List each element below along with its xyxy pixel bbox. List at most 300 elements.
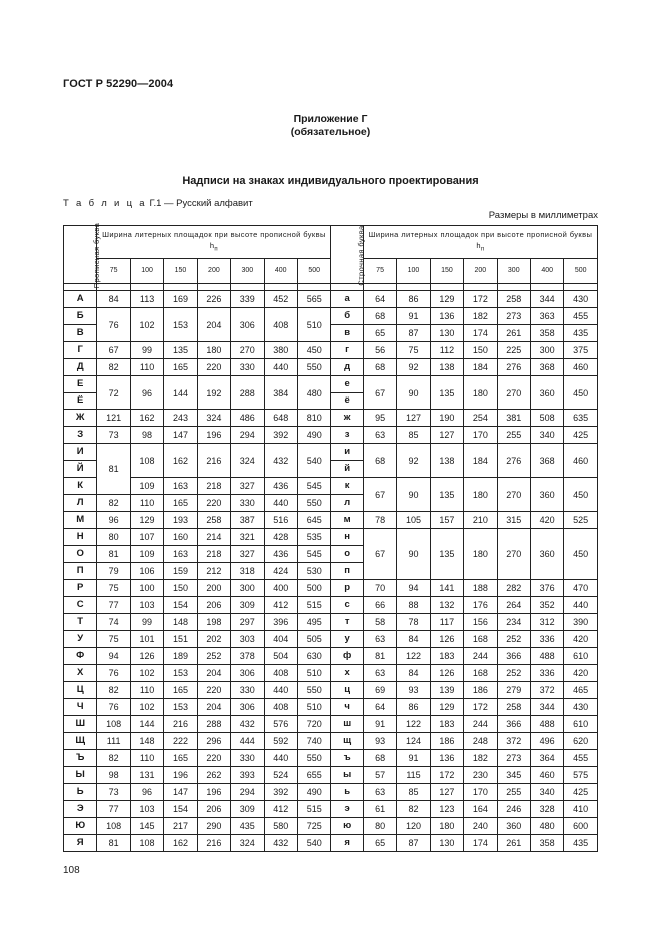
upper-letter: Ц [64,682,97,699]
lower-value: 135 [430,478,463,512]
lower-value: 141 [430,580,463,597]
upper-value: 592 [264,733,297,750]
lower-value: 190 [430,410,463,427]
upper-letter: У [64,631,97,648]
lower-value: 66 [363,597,396,614]
upper-value: 202 [197,631,230,648]
upper-value: 108 [130,444,163,478]
upper-letter: Л [64,495,97,512]
upper-value: 216 [164,716,197,733]
upper-value: 648 [264,410,297,427]
upper-value: 327 [231,546,264,563]
lower-letter: о [331,546,363,563]
lower-letter: а [331,291,363,308]
lower-value: 455 [564,308,598,325]
upper-letter: Р [64,580,97,597]
lower-value: 120 [397,818,430,835]
upper-value: 110 [130,682,163,699]
upper-letter: Ш [64,716,97,733]
lower-value: 455 [564,750,598,767]
lower-value: 84 [397,631,430,648]
lower-value: 255 [497,427,530,444]
lower-value: 372 [497,733,530,750]
lower-value: 93 [397,682,430,699]
upper-letter: Г [64,342,97,359]
upper-value: 126 [130,648,163,665]
lower-value: 252 [497,631,530,648]
lower-letter: й [331,461,363,478]
lower-value: 139 [430,682,463,699]
lower-value: 168 [464,665,497,682]
upper-letter: Э [64,801,97,818]
lower-value: 127 [430,427,463,444]
upper-value: 81 [97,444,130,495]
lower-value: 122 [397,648,430,665]
lower-letter: б [331,308,363,325]
lower-value: 135 [430,376,463,410]
lower-value: 70 [363,580,396,597]
lower-value: 244 [464,648,497,665]
upper-value: 147 [164,784,197,801]
lower-value: 63 [363,784,396,801]
table-row [64,512,598,529]
upper-value: 212 [197,563,230,580]
lower-value: 81 [363,648,396,665]
lower-value: 91 [397,308,430,325]
lower-value: 87 [397,835,430,852]
upper-value: 440 [264,750,297,767]
table-row [64,427,598,444]
upper-value: 324 [231,444,264,478]
upper-value: 206 [197,801,230,818]
upper-value: 74 [97,614,130,631]
lower-letter: п [331,563,363,580]
lower-letter: ъ [331,750,363,767]
table-row [64,699,598,716]
upper-value: 392 [264,784,297,801]
lower-value: 368 [530,444,563,478]
upper-value: 216 [197,835,230,852]
lower-value: 430 [564,291,598,308]
upper-value: 440 [264,359,297,376]
lower-value: 450 [564,529,598,580]
upper-letter: Б [64,308,97,325]
upper-value: 73 [97,784,130,801]
upper-value: 288 [231,376,264,410]
upper-value: 436 [264,546,297,563]
upper-height-header: 150 [164,259,197,284]
upper-letter: А [64,291,97,308]
upper-value: 193 [164,512,197,529]
upper-value: 400 [264,580,297,597]
upper-value: 452 [264,291,297,308]
upper-value: 94 [97,648,130,665]
upper-value: 169 [164,291,197,308]
lower-value: 279 [497,682,530,699]
upper-value: 296 [197,733,230,750]
table-caption [63,198,253,209]
upper-letter: Х [64,665,97,682]
upper-value: 165 [164,359,197,376]
lower-value: 344 [530,699,563,716]
lower-letter: м [331,512,363,529]
lower-value: 69 [363,682,396,699]
upper-value: 550 [297,750,331,767]
upper-value: 135 [164,342,197,359]
lower-letter: у [331,631,363,648]
upper-value: 108 [97,818,130,835]
upper-value: 444 [231,733,264,750]
lower-value: 366 [497,716,530,733]
upper-value: 75 [97,631,130,648]
lower-value: 381 [497,410,530,427]
lower-value: 420 [530,512,563,529]
lower-value: 425 [564,784,598,801]
lower-value: 312 [530,614,563,631]
upper-letter: Я [64,835,97,852]
upper-value: 153 [164,699,197,716]
lower-value: 258 [497,291,530,308]
lower-value: 328 [530,801,563,818]
lower-value: 68 [363,359,396,376]
upper-value: 151 [164,631,197,648]
upper-value: 330 [231,359,264,376]
upper-value: 725 [297,818,331,835]
table-row [64,614,598,631]
upper-value: 630 [297,648,331,665]
lower-value: 376 [530,580,563,597]
upper-value: 516 [264,512,297,529]
lower-value: 273 [497,750,530,767]
upper-value: 530 [297,563,331,580]
lower-value: 75 [397,342,430,359]
lower-value: 252 [497,665,530,682]
upper-value: 163 [164,546,197,563]
lower-value: 176 [464,597,497,614]
lower-value: 480 [530,818,563,835]
upper-value: 153 [164,665,197,682]
upper-value: 218 [197,478,230,495]
upper-value: 113 [130,291,163,308]
upper-value: 222 [164,733,197,750]
lower-letter: е [331,376,363,393]
upper-letter: Ю [64,818,97,835]
table-row [64,716,598,733]
lower-value: 78 [397,614,430,631]
upper-value: 218 [197,546,230,563]
lower-value: 264 [497,597,530,614]
table-caption-rest: — Русский алфавит [161,198,253,209]
upper-value: 450 [297,342,331,359]
upper-value: 380 [264,342,297,359]
lower-value: 91 [363,716,396,733]
upper-value: 490 [297,784,331,801]
upper-value: 440 [264,495,297,512]
upper-value: 515 [297,597,331,614]
lower-value: 184 [464,359,497,376]
upper-value: 76 [97,699,130,716]
lower-value: 170 [464,427,497,444]
lower-value: 67 [363,478,396,512]
lower-value: 64 [363,699,396,716]
lower-value: 117 [430,614,463,631]
lower-value: 136 [430,750,463,767]
lower-value: 129 [430,291,463,308]
lower-value: 336 [530,631,563,648]
lower-value: 58 [363,614,396,631]
upper-value: 392 [264,427,297,444]
lower-value: 372 [530,682,563,699]
lower-value: 435 [564,325,598,342]
lower-value: 358 [530,835,563,852]
upper-value: 80 [97,529,130,546]
upper-value: 428 [264,529,297,546]
upper-value: 82 [97,682,130,699]
lower-value: 85 [397,784,430,801]
lower-letter: ц [331,682,363,699]
lower-value: 340 [530,784,563,801]
upper-value: 432 [231,716,264,733]
lower-value: 93 [363,733,396,750]
table-row [64,478,598,495]
upper-value: 109 [130,546,163,563]
lower-value: 508 [530,410,563,427]
lower-value: 270 [497,529,530,580]
upper-value: 252 [197,648,230,665]
upper-value: 110 [130,750,163,767]
upper-value: 82 [97,750,130,767]
table-row [64,733,598,750]
table-row [64,444,598,461]
upper-value: 165 [164,750,197,767]
lower-value: 57 [363,767,396,784]
upper-value: 545 [297,478,331,495]
lower-value: 174 [464,325,497,342]
upper-value: 580 [264,818,297,835]
upper-value: 144 [164,376,197,410]
upper-value: 318 [231,563,264,580]
upper-value: 300 [231,580,264,597]
upper-value: 435 [231,818,264,835]
lower-value: 124 [397,733,430,750]
upper-value: 204 [197,308,230,342]
upper-value: 148 [130,733,163,750]
lower-value: 85 [397,427,430,444]
lower-value: 366 [497,648,530,665]
upper-value: 100 [130,580,163,597]
upper-value: 515 [297,801,331,818]
upper-value: 147 [164,427,197,444]
lower-value: 184 [464,444,497,478]
lower-value: 129 [430,699,463,716]
upper-height-header: 400 [264,259,297,284]
lower-height-header: 400 [530,259,563,284]
lower-value: 183 [430,648,463,665]
upper-letter: М [64,512,97,529]
lower-value: 600 [564,818,598,835]
lower-height-header: 300 [497,259,530,284]
lower-value: 170 [464,784,497,801]
alphabet-table [63,222,598,852]
lower-value: 225 [497,342,530,359]
table-row [64,665,598,682]
upper-value: 810 [297,410,331,427]
lower-value: 244 [464,716,497,733]
upper-value: 309 [231,597,264,614]
upper-value: 110 [130,359,163,376]
upper-letter: В [64,325,97,342]
upper-value: 99 [130,342,163,359]
upper-value: 324 [197,410,230,427]
upper-letter: Т [64,614,97,631]
upper-value: 306 [231,665,264,682]
upper-value: 150 [164,580,197,597]
lower-value: 234 [497,614,530,631]
upper-value: 106 [130,563,163,580]
upper-value: 67 [97,342,130,359]
upper-value: 424 [264,563,297,580]
lower-letter: з [331,427,363,444]
lower-value: 364 [530,750,563,767]
lower-letter: н [331,529,363,546]
lower-value: 122 [397,716,430,733]
upper-value: 102 [130,308,163,342]
upper-value: 436 [264,478,297,495]
lower-value: 123 [430,801,463,818]
lower-value: 65 [363,325,396,342]
upper-value: 196 [164,767,197,784]
table-row [64,835,598,852]
upper-value: 162 [164,835,197,852]
upper-value: 196 [197,427,230,444]
upper-value: 500 [297,580,331,597]
lower-value: 156 [464,614,497,631]
upper-width-header: Ширина литерных площадок при высоте прописной буквы $h_п$ [97,226,331,259]
upper-value: 192 [197,376,230,410]
lower-value: 132 [430,597,463,614]
upper-value: 81 [97,835,130,852]
lower-value: 126 [430,665,463,682]
upper-value: 396 [264,614,297,631]
lower-value: 90 [397,376,430,410]
lower-value: 82 [397,801,430,818]
lower-letter: д [331,359,363,376]
lower-letter: ч [331,699,363,716]
upper-value: 432 [264,444,297,478]
lower-value: 360 [530,529,563,580]
upper-value: 79 [97,563,130,580]
lower-value: 130 [430,325,463,342]
upper-value: 486 [231,410,264,427]
lower-value: 68 [363,750,396,767]
upper-value: 154 [164,597,197,614]
lower-value: 525 [564,512,598,529]
lower-value: 157 [430,512,463,529]
upper-value: 144 [130,716,163,733]
upper-value: 243 [164,410,197,427]
upper-value: 393 [231,767,264,784]
lower-value: 180 [464,376,497,410]
lower-value: 276 [497,444,530,478]
lower-value: 67 [363,529,396,580]
upper-letter: Ъ [64,750,97,767]
document-header: ГОСТ Р 52290—2004 [63,78,174,90]
lower-value: 273 [497,308,530,325]
upper-value: 330 [231,495,264,512]
upper-value: 220 [197,495,230,512]
upper-value: 440 [264,682,297,699]
lower-value: 363 [530,308,563,325]
upper-height-header: 75 [97,259,130,284]
lower-value: 258 [497,699,530,716]
lower-value: 182 [464,750,497,767]
upper-value: 330 [231,682,264,699]
table-caption-number: Г.1 [149,198,162,209]
lower-value: 635 [564,410,598,427]
lower-value: 360 [497,818,530,835]
lower-value: 180 [464,529,497,580]
upper-value: 73 [97,427,130,444]
lower-value: 180 [430,818,463,835]
upper-value: 226 [197,291,230,308]
upper-value: 576 [264,716,297,733]
upper-value: 109 [130,478,163,495]
upper-value: 288 [197,716,230,733]
upper-value: 510 [297,699,331,716]
upper-value: 108 [130,835,163,852]
lower-value: 95 [363,410,396,427]
lower-value: 435 [564,835,598,852]
upper-value: 720 [297,716,331,733]
lower-value: 90 [397,529,430,580]
lower-value: 130 [430,835,463,852]
upper-value: 96 [97,512,130,529]
lower-letter: в [331,325,363,342]
upper-value: 165 [164,495,197,512]
upper-value: 98 [97,767,130,784]
lower-value: 300 [530,342,563,359]
upper-value: 200 [197,580,230,597]
lower-value: 254 [464,410,497,427]
lower-value: 610 [564,648,598,665]
lower-value: 91 [397,750,430,767]
lower-value: 115 [397,767,430,784]
upper-value: 154 [164,801,197,818]
upper-value: 505 [297,631,331,648]
upper-letter: Ж [64,410,97,427]
upper-value: 510 [297,665,331,682]
upper-value: 77 [97,597,130,614]
upper-height-header: 300 [231,259,264,284]
lower-value: 86 [397,699,430,716]
upper-value: 306 [231,699,264,716]
lower-value: 94 [397,580,430,597]
upper-value: 540 [297,444,331,478]
lower-value: 360 [530,478,563,512]
lower-value: 186 [464,682,497,699]
lower-value: 63 [363,665,396,682]
upper-value: 550 [297,359,331,376]
units-note: Размеры в миллиметрах [488,210,598,221]
lower-value: 270 [497,376,530,410]
lower-value: 183 [430,716,463,733]
lower-value: 174 [464,835,497,852]
lower-letter: г [331,342,363,359]
upper-value: 129 [130,512,163,529]
upper-letter: Н [64,529,97,546]
lower-value: 420 [564,665,598,682]
upper-value: 180 [197,342,230,359]
